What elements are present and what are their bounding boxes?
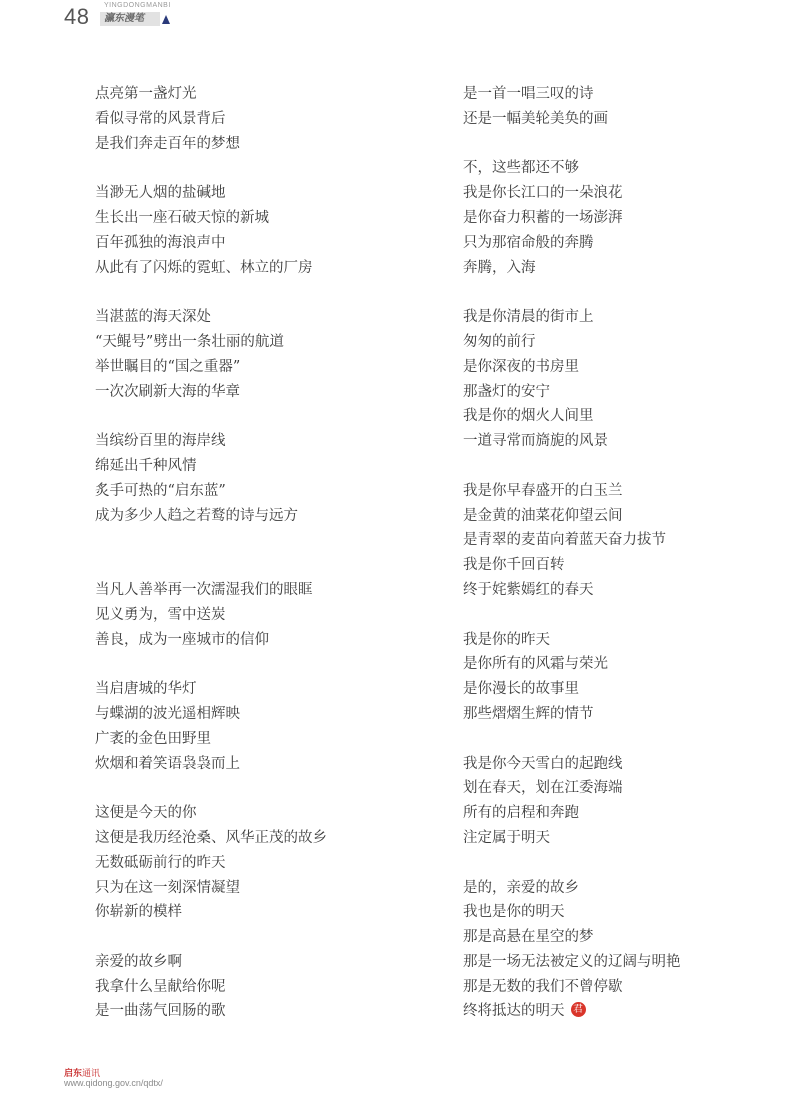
footer-url: www.qidong.gov.cn/qdtx/ <box>64 1078 163 1088</box>
poem-line: 是你奋力积蓄的一场澎湃 <box>463 209 623 226</box>
poem-line: 点亮第一盏灯光 <box>95 86 197 102</box>
poem-line: 我是你的昨天 <box>463 631 550 648</box>
poem-line: 善良，成为一座城市的信仰 <box>95 631 269 648</box>
end-seal-text: 君 <box>573 1004 583 1016</box>
stanza-gap <box>95 280 435 305</box>
poem-line: 广袤的金色田野里 <box>95 730 211 747</box>
section-pinyin: YINGDONGMANBI <box>104 2 171 9</box>
poem-line: 当启唐城的华灯 <box>95 681 197 698</box>
poem-line: 那是一场无法被定义的辽阔与明艳 <box>463 953 681 970</box>
poem-line: 不，这些都还不够 <box>463 160 579 177</box>
poem-line: 看似寻常的风景背后 <box>95 110 226 127</box>
poem-line: 是你深夜的书房里 <box>463 358 579 375</box>
footer-brand-name: 启东 <box>64 1068 83 1078</box>
poem-line: 终于姹紫嫣红的春天 <box>463 581 594 598</box>
poem-line: 是我们奔走百年的梦想 <box>95 135 240 152</box>
poem-line: 是一首一唱三叹的诗 <box>463 86 594 102</box>
end-seal-icon <box>571 1002 586 1017</box>
stanza-gap <box>463 280 783 305</box>
poem-line: 是青翠的麦苗向着蓝天奋力拔节 <box>463 532 666 549</box>
poem-line: 成为多少人趋之若鹜的诗与远方 <box>95 507 298 524</box>
poem-line: 我也是你的明天 <box>463 904 565 921</box>
poem-line: 与蝶湖的波光遥相辉映 <box>95 705 240 722</box>
poem-line: 我是你清晨的街市上 <box>463 309 594 326</box>
poem-line: 匆匆的前行 <box>463 333 536 350</box>
poem-line: 是你漫长的故事里 <box>463 681 579 698</box>
poem-line: 当凡人善举再一次濡湿我们的眼眶 <box>95 581 313 598</box>
poem-line: 我是你早春盛开的白玉兰 <box>463 482 623 499</box>
stanza-gap <box>463 603 783 628</box>
poem-line: 这便是今天的你 <box>95 805 197 822</box>
poem-line: “天鲲号”劈出一条壮丽的航道 <box>95 333 284 350</box>
section-tab <box>100 12 160 26</box>
poem-line: 我拿什么呈献给你呢 <box>95 978 226 995</box>
stanza-gap <box>95 156 435 181</box>
page-number: 48 <box>64 4 90 29</box>
poem-line: 那盏灯的安宁 <box>463 383 550 400</box>
poem-line: 当缤纷百里的海岸线 <box>95 433 226 450</box>
poem-line: 那是高悬在星空的梦 <box>463 929 594 946</box>
stanza-gap <box>463 727 783 752</box>
stanza-gap <box>463 132 783 157</box>
section-header <box>100 2 180 28</box>
poem-line: 奔腾，入海 <box>463 259 536 276</box>
stanza-gap <box>463 454 783 479</box>
stanza-gap <box>95 925 435 950</box>
poem-line: 百年孤独的海浪声中 <box>95 234 226 251</box>
footer-brand-suffix: 通讯 <box>82 1068 101 1078</box>
poem-line: 炊烟和着笑语袅袅而上 <box>95 755 240 772</box>
poem-line: 举世瞩目的“国之重器” <box>95 358 241 375</box>
poem-line: 那是无数的我们不曾停歇 <box>463 978 623 995</box>
poem-line: 无数砥砺前行的昨天 <box>95 854 226 871</box>
poem-line: 一道寻常而旖旎的风景 <box>463 433 608 450</box>
triangle-icon <box>162 15 170 24</box>
stanza-gap <box>95 404 435 429</box>
poem-line: 是你所有的风霜与荣光 <box>463 656 608 673</box>
poem-line: 见义勇为，雪中送炭 <box>95 606 226 623</box>
poem-column-right <box>463 82 783 1024</box>
poem-line: 我是你长江口的一朵浪花 <box>463 185 623 202</box>
poem-line: 是一曲荡气回肠的歌 <box>95 1003 226 1020</box>
poem-line: 当湛蓝的海天深处 <box>95 309 211 326</box>
poem-column-left <box>95 82 435 1024</box>
poem-line: 还是一幅美轮美奂的画 <box>463 110 608 127</box>
poem-line: 我是你今天雪白的起跑线 <box>463 755 623 772</box>
poem-line: 从此有了闪烁的霓虹、林立的厂房 <box>95 259 313 276</box>
stanza-gap <box>463 851 783 876</box>
poem-line: 注定属于明天 <box>463 829 550 846</box>
poem-line: 只为那宿命般的奔腾 <box>463 234 594 251</box>
poem-line: 炙手可热的“启东蓝” <box>95 482 226 499</box>
section-title: 瀛东漫笔 <box>104 13 144 24</box>
poem-line: 你崭新的模样 <box>95 904 182 921</box>
poem-line: 我是你千回百转 <box>463 557 565 574</box>
poem-line: 划在春天，划在江委海端 <box>463 780 623 797</box>
poem-line: 所有的启程和奔跑 <box>463 805 579 822</box>
poem-line: 是的，亲爱的故乡 <box>463 879 579 896</box>
stanza-gap <box>95 776 435 801</box>
stanza-gap <box>95 652 435 677</box>
poem-line: 绵延出千种风情 <box>95 457 197 474</box>
stanza-gap <box>95 528 435 578</box>
poem-line: 只为在这一刻深情凝望 <box>95 879 240 896</box>
poem-line: 生长出一座石破天惊的新城 <box>95 209 269 226</box>
poem-line: 那些熠熠生辉的情节 <box>463 705 594 722</box>
poem-line: 我是你的烟火人间里 <box>463 408 594 425</box>
poem-line: 当渺无人烟的盐碱地 <box>95 185 226 202</box>
poem-line: 亲爱的故乡啊 <box>95 953 182 970</box>
poem-last-line <box>463 999 783 1024</box>
poem-line: 一次次刷新大海的华章 <box>95 383 240 400</box>
poem-line: 是金黄的油菜花仰望云间 <box>463 507 623 524</box>
poem-line: 这便是我历经沧桑、风华正茂的故乡 <box>95 829 327 846</box>
poem-line-text: 终将抵达的明天 <box>463 1003 565 1020</box>
